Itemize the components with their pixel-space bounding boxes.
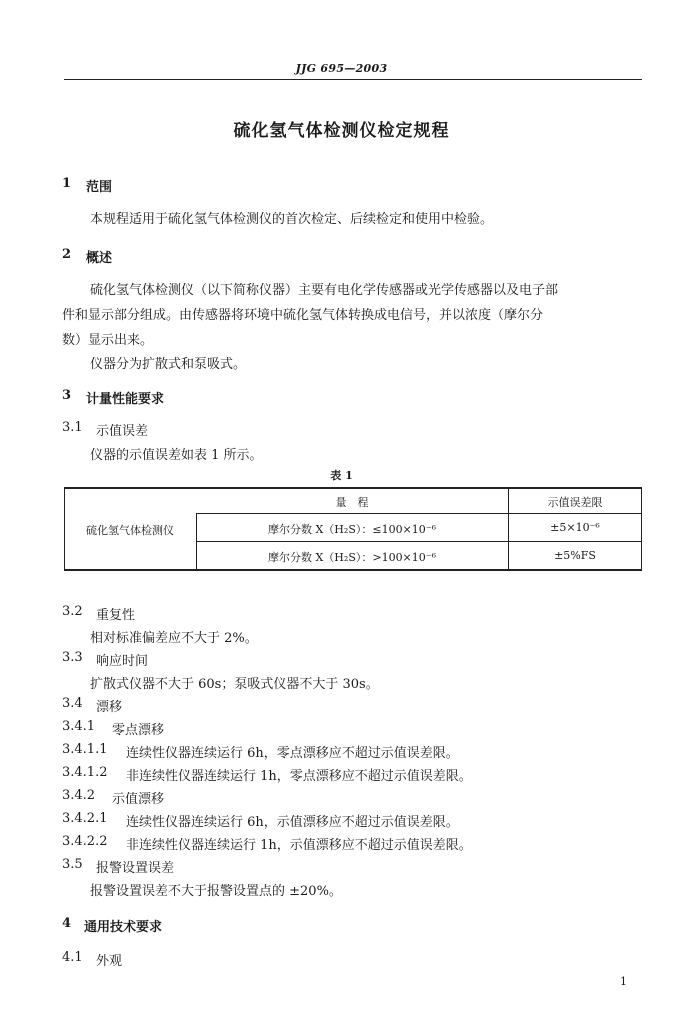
page-number: 1 bbox=[620, 975, 627, 988]
section-3-4-heading: 漂移 bbox=[96, 700, 123, 715]
table-row1-range: 摩尔分数 X（H₂S）：≤100×10⁻⁶ bbox=[267, 523, 436, 536]
section-1-text: 本规程适用于硫化氢气体检测仪的首次检定、后续检定和使用中检验。 bbox=[90, 212, 494, 227]
section-3-4-number: 3.4 bbox=[62, 696, 83, 711]
table-row2-range: 摩尔分数 X（H₂S）：>100×10⁻⁶ bbox=[267, 551, 436, 564]
section-3-heading: 计量性能要求 bbox=[86, 392, 165, 407]
table-header-range: 量 程 bbox=[335, 496, 369, 509]
section-3-4-2-2-text: 非连续性仪器连续运行 1h，示值漂移应不超过示值误差限。 bbox=[126, 838, 472, 853]
section-4-1-number: 4.1 bbox=[62, 950, 83, 965]
header-rule bbox=[64, 79, 642, 80]
section-3-4-1-1-text: 连续性仪器连续运行 6h，零点漂移应不超过示值误差限。 bbox=[126, 746, 459, 761]
section-2-para1-line1: 硫化氢气体检测仪（以下简称仪器）主要有电化学传感器或光学传感器以及电子部 bbox=[90, 283, 559, 298]
section-2-number: 2 bbox=[62, 247, 72, 262]
section-1-heading: 范围 bbox=[86, 180, 113, 195]
section-3-4-1-heading: 零点漂移 bbox=[112, 723, 165, 738]
section-3-2-text: 相对标准偏差应不大于 2%。 bbox=[90, 631, 258, 646]
section-4-number: 4 bbox=[62, 916, 72, 931]
section-2-para2: 仪器分为扩散式和泵吸式。 bbox=[90, 357, 247, 372]
section-3-1-number: 3.1 bbox=[62, 420, 83, 435]
table-row-rule bbox=[196, 541, 642, 542]
section-3-4-2-heading: 示值漂移 bbox=[112, 792, 165, 807]
section-2-para1-line2: 件和显示部分组成。由传感器将环境中硫化氢气体转换成电信号，并以浓度（摩尔分 bbox=[62, 308, 544, 323]
section-1-number: 1 bbox=[62, 176, 72, 191]
section-3-5-text: 报警设置误差不大于报警设置点的 ±20%。 bbox=[90, 884, 342, 899]
table-row-label: 硫化氢气体检测仪 bbox=[86, 524, 174, 537]
section-3-3-number: 3.3 bbox=[62, 650, 83, 665]
section-3-3-heading: 响应时间 bbox=[96, 654, 149, 669]
section-3-5-heading: 报警设置误差 bbox=[96, 861, 175, 876]
table-row1-limit: ±5×10⁻⁶ bbox=[550, 521, 600, 534]
section-2-para1-line3: 数）显示出来。 bbox=[62, 333, 154, 348]
table-bottom-rule bbox=[64, 569, 642, 571]
section-3-4-1-1-number: 3.4.1.1 bbox=[62, 742, 108, 757]
section-3-1-heading: 示值误差 bbox=[96, 424, 149, 439]
table-1 bbox=[64, 487, 642, 571]
table-top-rule bbox=[64, 487, 642, 489]
section-3-3-text: 扩散式仪器不大于 60s；泵吸式仪器不大于 30s。 bbox=[90, 677, 379, 692]
section-4-heading: 通用技术要求 bbox=[84, 920, 163, 935]
document-title: 硫化氢气体检测仪检定规程 bbox=[233, 121, 450, 141]
table-1-caption: 表 1 bbox=[330, 469, 353, 482]
table-header-rule bbox=[196, 513, 642, 514]
section-3-4-1-2-text: 非连续性仪器连续运行 1h，零点漂移应不超过示值误差限。 bbox=[126, 769, 472, 784]
section-3-number: 3 bbox=[62, 388, 72, 403]
section-3-5-number: 3.5 bbox=[62, 857, 83, 872]
section-3-4-1-number: 3.4.1 bbox=[62, 719, 96, 734]
standard-code: JJG 695—2003 bbox=[295, 62, 388, 75]
table-header-limit: 示值误差限 bbox=[547, 496, 603, 509]
section-3-2-heading: 重复性 bbox=[96, 608, 136, 623]
section-3-4-1-2-number: 3.4.1.2 bbox=[62, 765, 108, 780]
section-3-4-2-1-text: 连续性仪器连续运行 6h，示值漂移应不超过示值误差限。 bbox=[126, 815, 459, 830]
section-3-2-number: 3.2 bbox=[62, 604, 83, 619]
table-row2-limit: ±5%FS bbox=[554, 549, 596, 562]
section-3-4-2-2-number: 3.4.2.2 bbox=[62, 834, 108, 849]
section-3-1-text: 仪器的示值误差如表 1 所示。 bbox=[90, 448, 263, 463]
section-3-4-2-1-number: 3.4.2.1 bbox=[62, 811, 108, 826]
section-2-heading: 概述 bbox=[86, 251, 113, 266]
section-4-1-heading: 外观 bbox=[96, 954, 123, 969]
section-3-4-2-number: 3.4.2 bbox=[62, 788, 96, 803]
